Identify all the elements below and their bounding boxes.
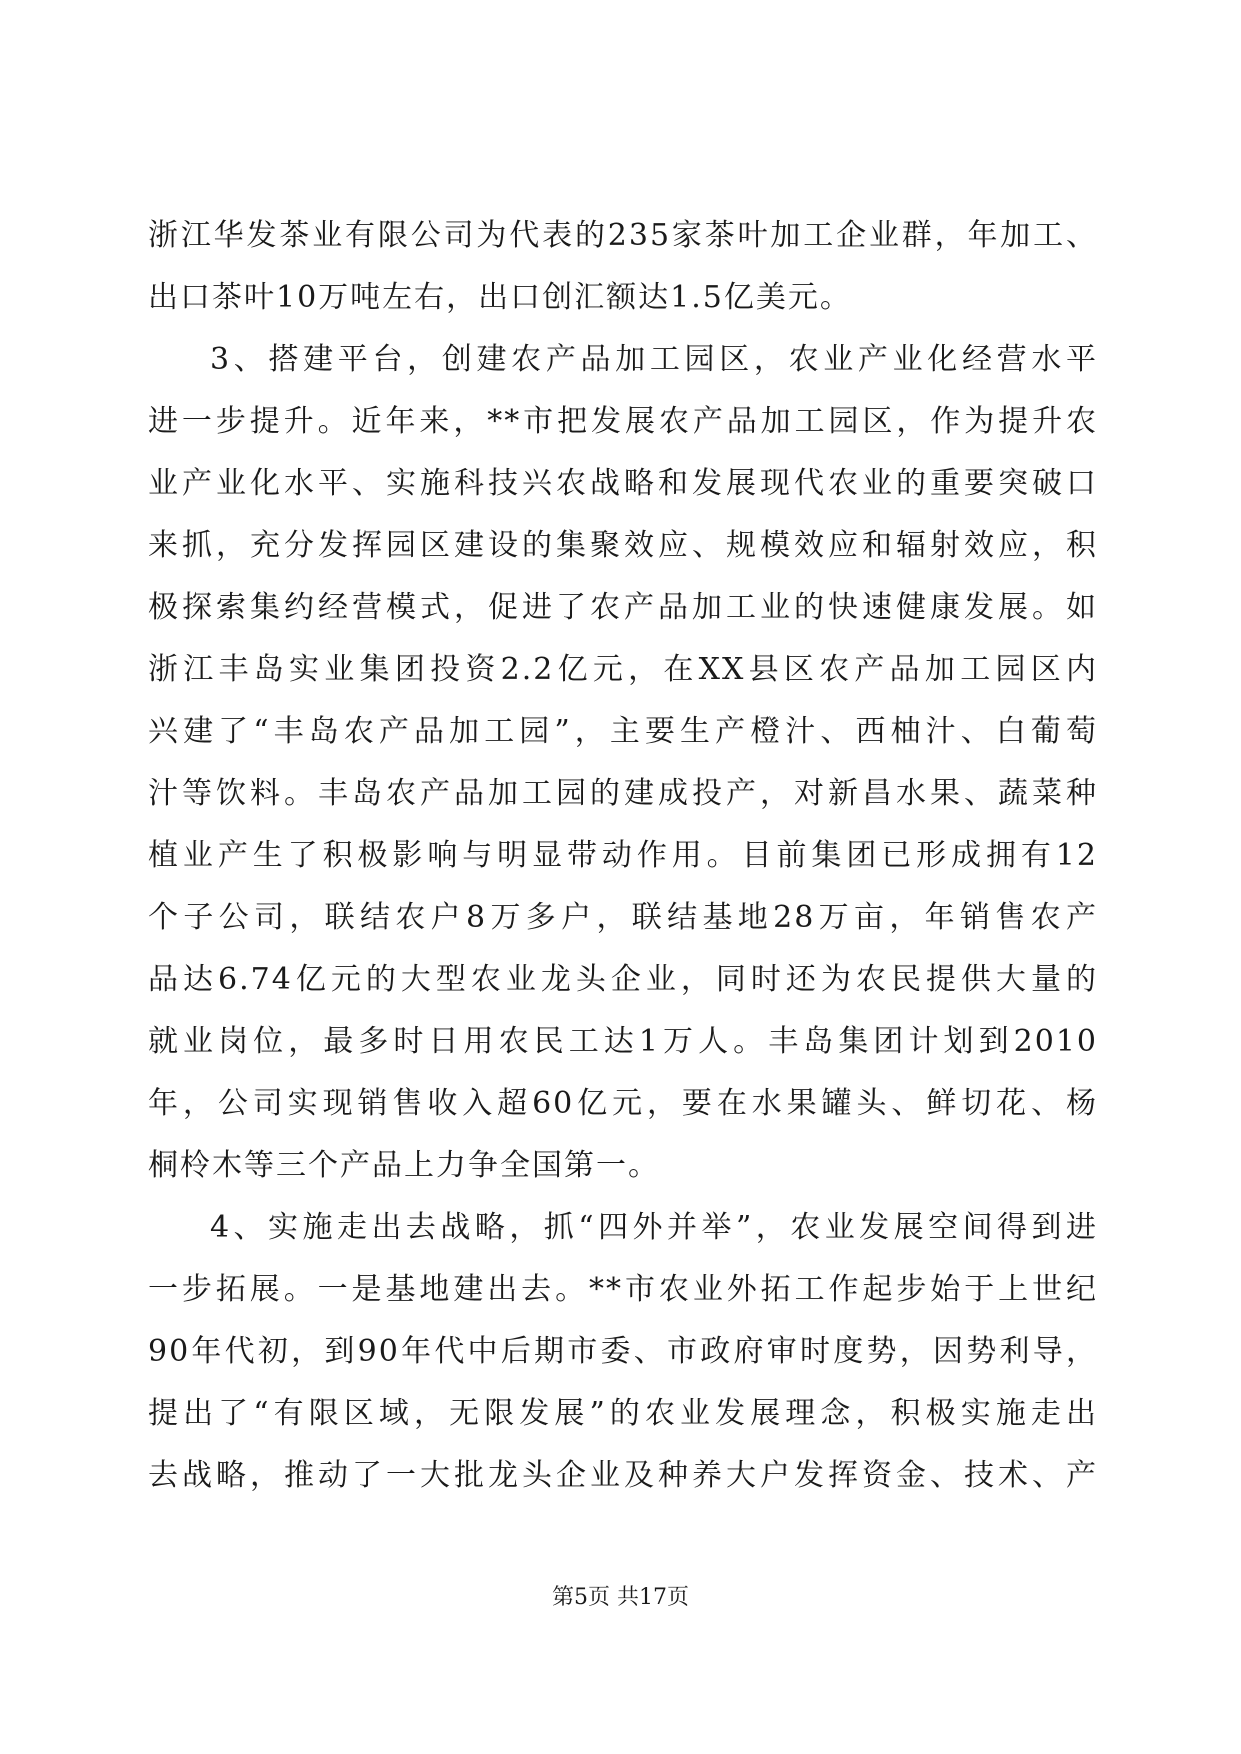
- text-line: 植业产生了积极影响与明显带动作用。目前集团已形成拥有12: [148, 838, 1098, 873]
- text-line: 就业岗位，最多时日用农民工达1万人。丰岛集团计划到2010: [148, 1024, 1098, 1059]
- text-line: 兴建了“丰岛农产品加工园”，主要生产橙汁、西柚汁、白葡萄: [148, 714, 1098, 749]
- text-line: 90年代初，到90年代中后期市委、市政府审时度势，因势利导，: [148, 1334, 1098, 1369]
- text-line: 桐柃木等三个产品上力争全国第一。: [148, 1148, 660, 1183]
- text-line: 一步拓展。一是基地建出去。**市农业外拓工作起步始于上世纪: [148, 1272, 1098, 1307]
- text-line: 业产业化水平、实施科技兴农战略和发展现代农业的重要突破口: [148, 466, 1098, 501]
- text-line: 3、搭建平台，创建农产品加工园区，农业产业化经营水平: [210, 342, 1098, 377]
- text-line: 极探索集约经营模式，促进了农产品加工业的快速健康发展。如: [148, 590, 1098, 625]
- text-line: 年，公司实现销售收入超60亿元，要在水果罐头、鲜切花、杨: [148, 1086, 1098, 1121]
- text-line: 品达6.74亿元的大型农业龙头企业，同时还为农民提供大量的: [148, 962, 1098, 997]
- document-body: [148, 205, 1098, 1507]
- text-line: 来抓，充分发挥园区建设的集聚效应、规模效应和辐射效应，积: [148, 528, 1098, 563]
- text-line: 浙江华发茶业有限公司为代表的235家茶叶加工企业群，年加工、: [148, 218, 1098, 253]
- page-number-footer: 第5页 共17页: [552, 1585, 689, 1610]
- text-line: 汁等饮料。丰岛农产品加工园的建成投产，对新昌水果、蔬菜种: [148, 776, 1098, 811]
- text-line: 个子公司，联结农户8万多户，联结基地28万亩，年销售农产: [148, 900, 1098, 935]
- text-line: 进一步提升。近年来，**市把发展农产品加工园区，作为提升农: [148, 404, 1098, 439]
- text-line: 浙江丰岛实业集团投资2.2亿元，在XX县区农产品加工园区内: [148, 652, 1098, 687]
- text-line: 去战略，推动了一大批龙头企业及种养大户发挥资金、技术、产: [148, 1458, 1098, 1493]
- text-line: 提出了“有限区域，无限发展”的农业发展理念，积极实施走出: [148, 1396, 1098, 1431]
- text-line: 4、实施走出去战略，抓“四外并举”，农业发展空间得到进: [210, 1210, 1098, 1245]
- text-line: 出口茶叶10万吨左右，出口创汇额达1.5亿美元。: [148, 280, 852, 315]
